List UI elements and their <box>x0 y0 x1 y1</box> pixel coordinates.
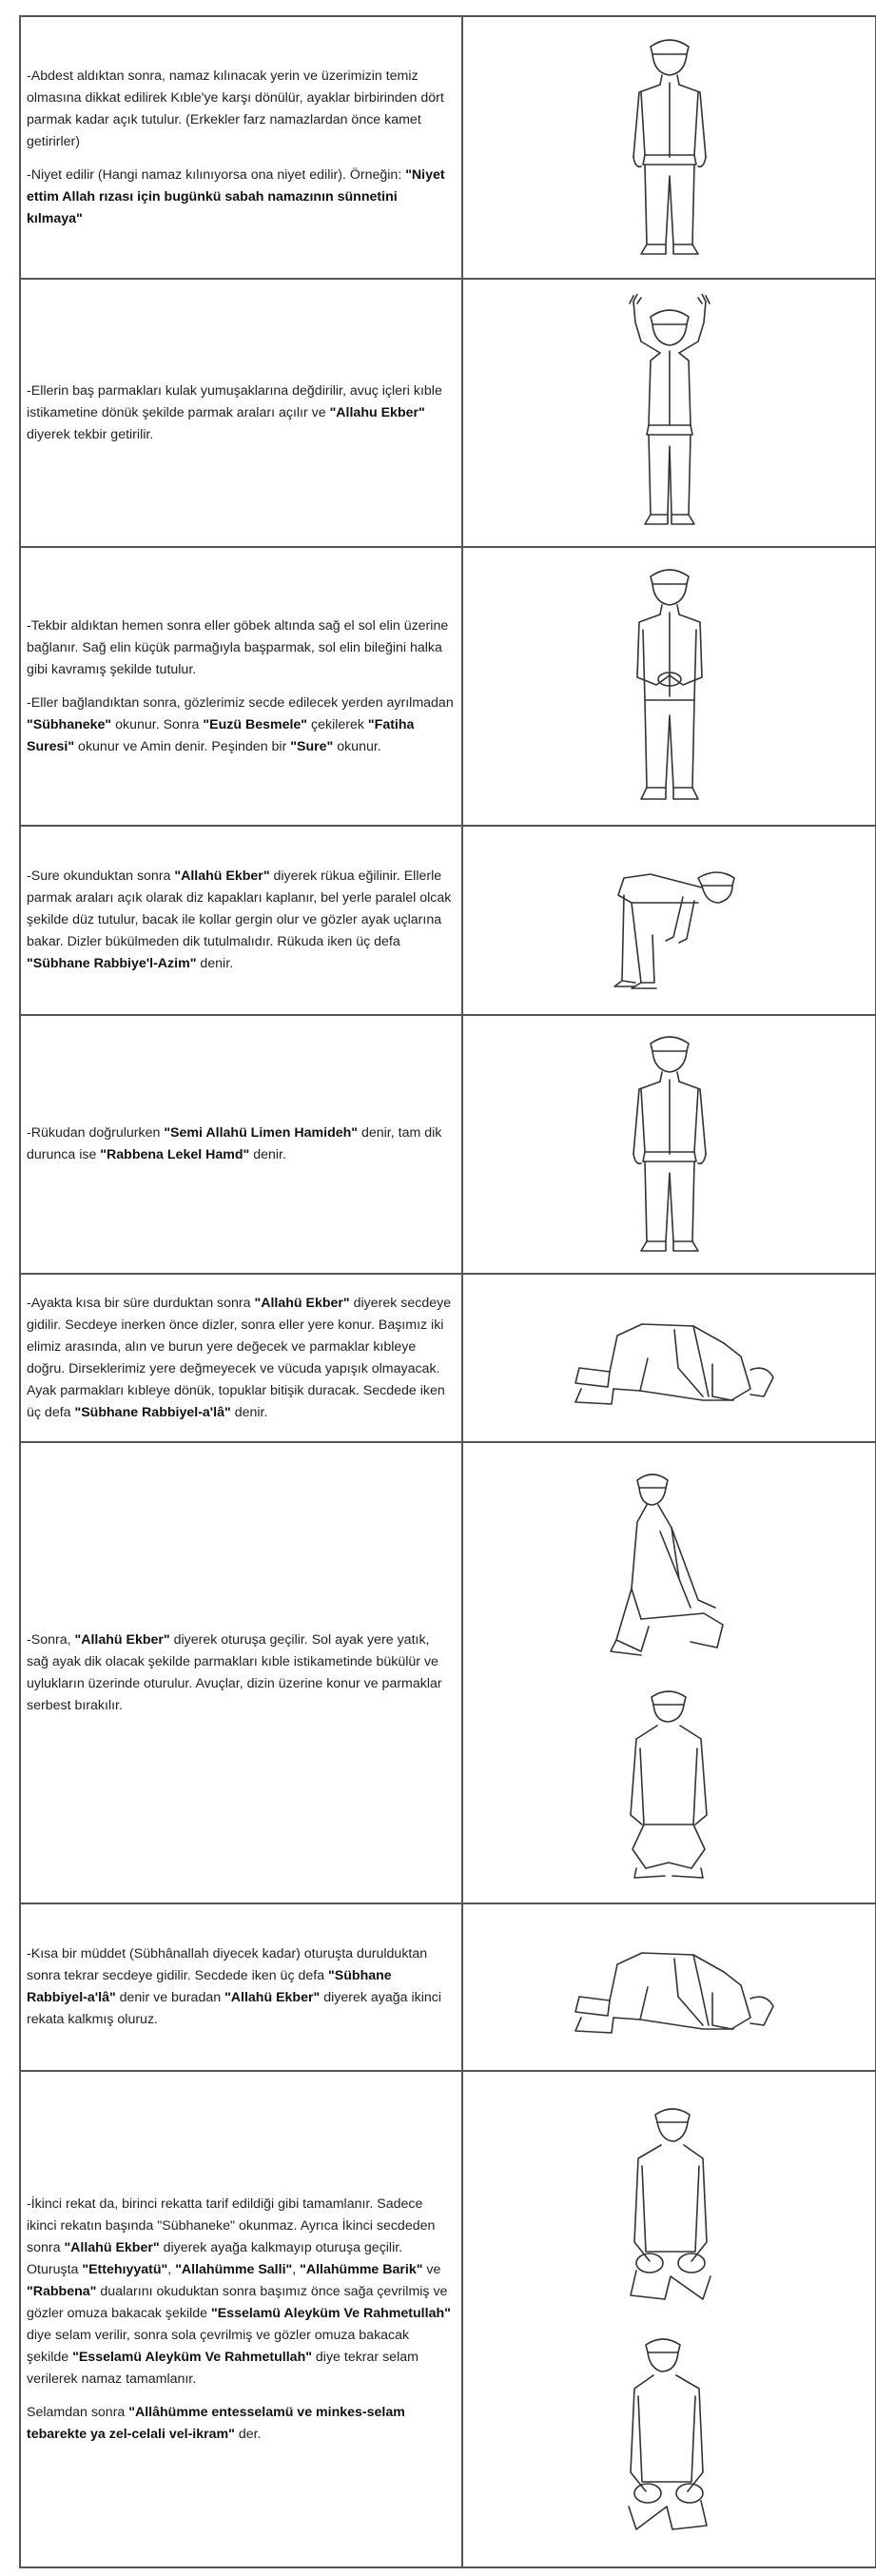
step-illustration-5 <box>462 1015 876 1274</box>
sitting-back-figure-icon <box>608 1682 731 1882</box>
bold-phrase: "Ettehıyyatü" <box>82 2261 168 2277</box>
table-row <box>20 1442 876 1903</box>
text-run: diye selam verilir, sonra sola çevrilmiş ve gözler omuza bakacak şekilde <box>27 2327 410 2365</box>
text-run: -Abdest aldıktan sonra, namaz kılınacak yerin ve üzerimizin temiz olmasına dikkat edilirek Kıble'ye karşı dönülür, ayaklar birbirinden dört parmak kadar açık tutulur. (Erkekler farz namazlardan önce kamet getirirler) <box>27 68 444 149</box>
step-illustration-7 <box>462 1442 876 1903</box>
step-text-9 <box>20 2071 462 2567</box>
bold-phrase: "Sure" <box>290 738 334 754</box>
step-text-8 <box>20 1903 462 2071</box>
sajda-figure-icon <box>560 1301 779 1415</box>
bold-phrase: "Rabbena" <box>27 2283 97 2299</box>
step-paragraph <box>27 1293 454 1424</box>
text-run: okunur. <box>333 738 381 754</box>
salam-left-figure-icon <box>608 2330 731 2539</box>
table-row <box>20 1015 876 1274</box>
text-run: diyerek secdeye gidilir. Secdeye inerken önce dizler, sonra eller yere konur. Başımız iki elimiz arasında, alın ve burun yere değecek ve parmaklar kıbleye doğru. Dirseklerimiz yere değmeyecek ve vücuda yapışık olmayacak. Ayak parmakları kıbleye dönük, topuklar bitişik duracak. Secdede iken üç defa <box>27 1295 452 1420</box>
text-run: -Sonra, <box>27 1631 75 1648</box>
sitting-side-figure-icon <box>603 1465 736 1665</box>
bold-phrase: "Euzü Besmele" <box>203 716 308 732</box>
step-text-7 <box>20 1442 462 1903</box>
bold-phrase: "Allahümme Barik" <box>300 2261 423 2277</box>
text-run: denir. <box>230 1404 268 1420</box>
bold-phrase: "Esselamü Aleyküm Ve Rahmetullah" <box>72 2349 312 2365</box>
bold-phrase: "Niyet ettim Allah rızası için bugünkü sabah namazının sünnetini kılmaya" <box>27 166 445 226</box>
text-run: dualarını okuduktan sonra başımız önce sağa çevrilmiş ve gözler omuza bakacak şekilde <box>27 2283 448 2321</box>
text-run: diye tekrar selam verilerek namaz tamamlanır. <box>27 2349 419 2387</box>
text-run: -Ayakta kısa bir süre durduktan sonra <box>27 1295 255 1311</box>
text-run: okunur. Sonra <box>111 716 204 732</box>
bold-phrase: "Rabbena Lekel Hamd" <box>100 1147 250 1162</box>
bold-phrase: "Allahü Ekber" <box>254 1295 350 1311</box>
bold-phrase: "Sübhane Rabbiye'l-Azim" <box>27 956 197 971</box>
text-run: -Eller bağlandıktan sonra, gözlerimiz secde edilecek yerden ayrılmadan <box>27 694 454 711</box>
step-illustration-2 <box>462 279 876 547</box>
takbir-figure-icon <box>613 294 727 532</box>
text-run: -Niyet edilir (Hangi namaz kılınıyorsa ona niyet edilir). Örneğin: <box>27 166 406 183</box>
step-text-2 <box>20 279 462 547</box>
bold-phrase: "Sübhaneke" <box>27 716 112 732</box>
step-illustration-8 <box>462 1903 876 2071</box>
bold-phrase: "Sübhane Rabbiyel-a'lâ" <box>74 1404 231 1420</box>
text-run: -Kısa bir müddet (Sübhânallah diyecek kadar) oturuşta durulduktan sonra tekrar secdeye gidilir. Secdede iken üç defa <box>27 1946 428 1983</box>
table-row <box>20 547 876 826</box>
bold-phrase: "Allahü Ekber" <box>224 1990 321 2005</box>
qiyam-figure-icon <box>613 563 727 810</box>
text-run: , <box>292 2261 301 2277</box>
text-run: -Sure okunduktan sonra <box>27 868 175 884</box>
prayer-steps-table <box>19 15 876 2568</box>
step-paragraph <box>27 1943 454 2031</box>
step-paragraph <box>27 693 454 758</box>
step-text-6 <box>20 1274 462 1442</box>
text-run: der. <box>234 2426 262 2442</box>
bold-phrase: "Allahü Ekber" <box>174 868 270 884</box>
bold-phrase: "Semi Allahü Limen Hamideh" <box>164 1125 359 1141</box>
bold-phrase: "Sübhane Rabbiyel-a'lâ" <box>27 1968 392 2005</box>
text-run: , <box>167 2261 176 2277</box>
bold-phrase: "Allahü Ekber" <box>74 1631 170 1648</box>
step-text-1 <box>20 16 462 279</box>
text-run: diyerek ayağa kalkmayıp oturuşa geçilir. Oturuşta <box>27 2239 403 2277</box>
table-row <box>20 279 876 547</box>
text-run: -İkinci rekat da, birinci rekatta tarif edildiği gibi tamamlanır. Sadece ikinci rekatın başında "Sübhaneke" okunmaz. Ayrıca İkinci secdeden sonra <box>27 2195 436 2255</box>
text-run: diyerek oturuşa geçilir. Sol ayak yere yatık, sağ ayak dik olacak şekilde parmakları kıble istikametinde bükülür ve uylukların üzerinde oturulur. Avuçlar, dizin üzerine konur ve parmaklar serbest bırakılır. <box>27 1631 442 1713</box>
step-paragraph <box>27 1630 454 1717</box>
text-run: ve <box>422 2261 441 2277</box>
step-paragraph <box>27 1122 454 1166</box>
table-row <box>20 1903 876 2071</box>
bold-phrase: "Allahu Ekber" <box>329 404 425 420</box>
bold-phrase: "Fatiha Suresi" <box>27 716 415 754</box>
text-run: -Tekbir aldıktan hemen sonra eller göbek altında sağ el sol elin üzerine bağlanır. Sağ elin küçük parmağıyla başparmak, sol elin bileğini halka gibi kavramış şekilde tutulur. <box>27 617 449 677</box>
step-text-5 <box>20 1015 462 1274</box>
step-paragraph <box>27 2194 454 2391</box>
text-run: diyerek ayağa ikinci rekata kalkmış oluruz. <box>27 1990 441 2027</box>
sajda-figure-icon <box>560 1930 779 2044</box>
bold-phrase: "Esselamü Aleyküm Ve Rahmetullah" <box>211 2305 451 2321</box>
text-run: -Rükudan doğrulurken <box>27 1125 165 1141</box>
step-text-4 <box>20 826 462 1015</box>
step-illustration-6 <box>462 1274 876 1442</box>
text-run: çekilerek <box>307 716 368 732</box>
step-paragraph <box>27 66 454 153</box>
text-run: denir ve buradan <box>115 1990 225 2005</box>
text-run: okunur ve Amin denir. Peşinden bir <box>74 738 291 754</box>
table-row <box>20 16 876 279</box>
standing-figure-icon <box>613 33 727 262</box>
text-run: diyerek tekbir getirilir. <box>27 426 154 442</box>
text-run: -Ellerin baş parmakları kulak yumuşaklarına değdirilir, avuç içleri kıble istikametine dönük şekilde parmak araları açılır ve <box>27 382 442 420</box>
text-run: denir. <box>196 956 234 971</box>
bold-phrase: "Allahümme Salli" <box>175 2261 293 2277</box>
step-illustration-9 <box>462 2071 876 2567</box>
step-illustration-3 <box>462 547 876 826</box>
table-row <box>20 1274 876 1442</box>
step-paragraph <box>27 381 454 446</box>
bold-phrase: "Allahü Ekber" <box>64 2239 160 2255</box>
step-paragraph <box>27 165 454 230</box>
text-run: diyerek rükua eğilinir. Ellerle parmak araları açık olarak diz kapakları kaplanır, bel yerle paralel olcak şekilde düz tutulur, bacak ile kollar gergin olur ve gözler ayak uçlarına bakar. Dizler bükülmeden dik tutulmalıdır. Rükuda iken üç defa <box>27 868 452 949</box>
text-run: Selamdan sonra <box>27 2404 129 2420</box>
bold-phrase: "Allâhümme entesselamü ve minkes-selam tebarekte ya zel-celali vel-ikram" <box>27 2404 405 2442</box>
step-paragraph <box>27 615 454 681</box>
table-row <box>20 826 876 1015</box>
step-paragraph <box>27 2402 454 2446</box>
text-run: denir. <box>249 1147 286 1162</box>
salam-right-figure-icon <box>608 2099 731 2309</box>
standing-figure-icon <box>613 1030 727 1259</box>
step-text-3 <box>20 547 462 826</box>
text-run: denir, tam dik durunca ise <box>27 1125 442 1162</box>
step-illustration-1 <box>462 16 876 279</box>
step-illustration-4 <box>462 826 876 1015</box>
ruku-figure-icon <box>574 849 765 992</box>
step-paragraph <box>27 866 454 975</box>
table-row <box>20 2071 876 2567</box>
